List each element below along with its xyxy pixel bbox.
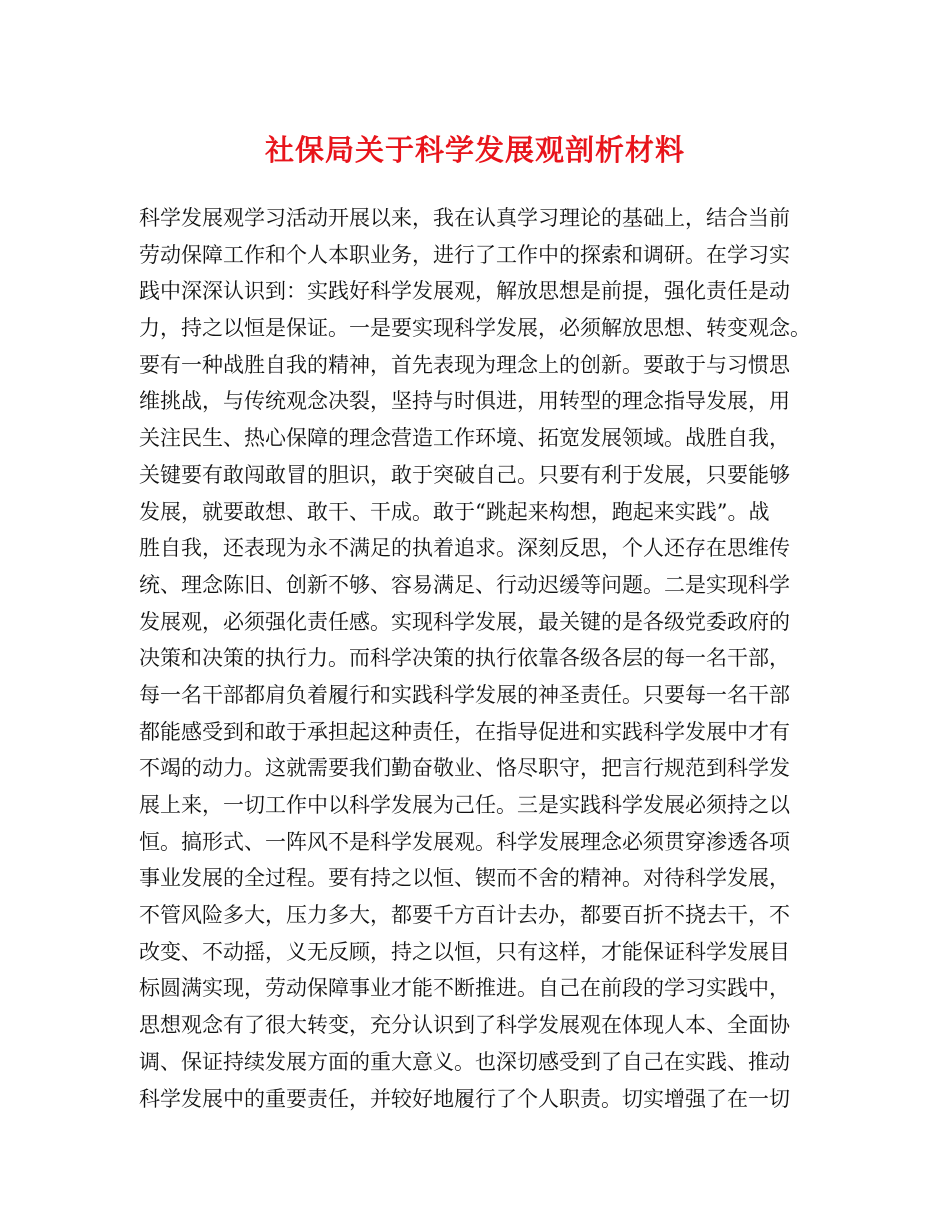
body-line: 改变、不动摇，义无反顾，持之以恒，只有这样，才能保证科学发展目 xyxy=(139,939,790,964)
body-line: 调、保证持续发展方面的重大意义。也深切感受到了自己在实践、推动 xyxy=(139,1049,790,1074)
body-line: 力，持之以恒是保证。一是要实现科学发展，必须解放思想、转变观念。 xyxy=(139,316,811,341)
body-line: 关键要有敢闯敢冒的胆识，敢于突破自己。只要有利于发展，只要能够 xyxy=(139,462,790,487)
body-line: 践中深深认识到：实践好科学发展观，解放思想是前提，强化责任是动 xyxy=(139,279,790,304)
body-line: 科学发展观学习活动开展以来，我在认真学习理论的基础上，结合当前 xyxy=(139,206,790,230)
body-line: 关注民生、热心保障的理念营造工作环境、拓宽发展领域。战胜自我， xyxy=(139,426,790,451)
body-line: 要有一种战胜自我的精神，首先表现为理念上的创新。要敢于与习惯思 xyxy=(139,352,790,377)
body-line: 科学发展中的重要责任，并较好地履行了个人职责。切实增强了在一切 xyxy=(139,1086,790,1111)
body-line: 维挑战，与传统观念决裂，坚持与时俱进，用转型的理念指导发展，用 xyxy=(139,389,790,414)
body-line: 事业发展的全过程。要有持之以恒、锲而不舍的精神。对待科学发展， xyxy=(139,866,790,891)
body-line: 不管风险多大，压力多大，都要千方百计去办，都要百折不挠去干，不 xyxy=(139,903,790,928)
body-line: 统、理念陈旧、创新不够、容易满足、行动迟缓等问题。二是实现科学 xyxy=(139,572,790,597)
body-line: 展上来，一切工作中以科学发展为己任。三是实践科学发展必须持之以 xyxy=(139,793,790,817)
body-line: 每一名干部都肩负着履行和实践科学发展的神圣责任。只要每一名干部 xyxy=(139,682,790,707)
body-line: 都能感受到和敢于承担起这种责任，在指导促进和实践科学发展中才有 xyxy=(139,719,790,744)
body-line: 恒。搞形式、一阵风不是科学发展观。科学发展理念必须贯穿渗透各项 xyxy=(139,829,790,854)
document-body xyxy=(139,200,829,1117)
document-title: 社保局关于科学发展观剖析材料 xyxy=(264,133,685,167)
body-line: 决策和决策的执行力。而科学决策的执行依靠各级各层的每一名干部， xyxy=(139,646,790,671)
body-line: 发展观，必须强化责任感。实现科学发展，最关键的是各级党委政府的 xyxy=(139,609,790,634)
body-line: 不竭的动力。这就需要我们勤奋敬业、恪尽职守，把言行规范到科学发 xyxy=(139,756,790,781)
body-line: 思想观念有了很大转变，充分认识到了科学发展观在体现人本、全面协 xyxy=(139,1013,790,1038)
body-line: 胜自我，还表现为永不满足的执着追求。深刻反思，个人还存在思维传 xyxy=(139,536,790,561)
body-line: 劳动保障工作和个人本职业务，进行了工作中的探索和调研。在学习实 xyxy=(139,242,790,267)
body-line: 发展，就要敢想、敢干、干成。敢于“跳起来构想，跑起来实践”。战 xyxy=(139,499,770,524)
body-line: 标圆满实现，劳动保障事业才能不断推进。自己在前段的学习实践中， xyxy=(139,976,790,1001)
